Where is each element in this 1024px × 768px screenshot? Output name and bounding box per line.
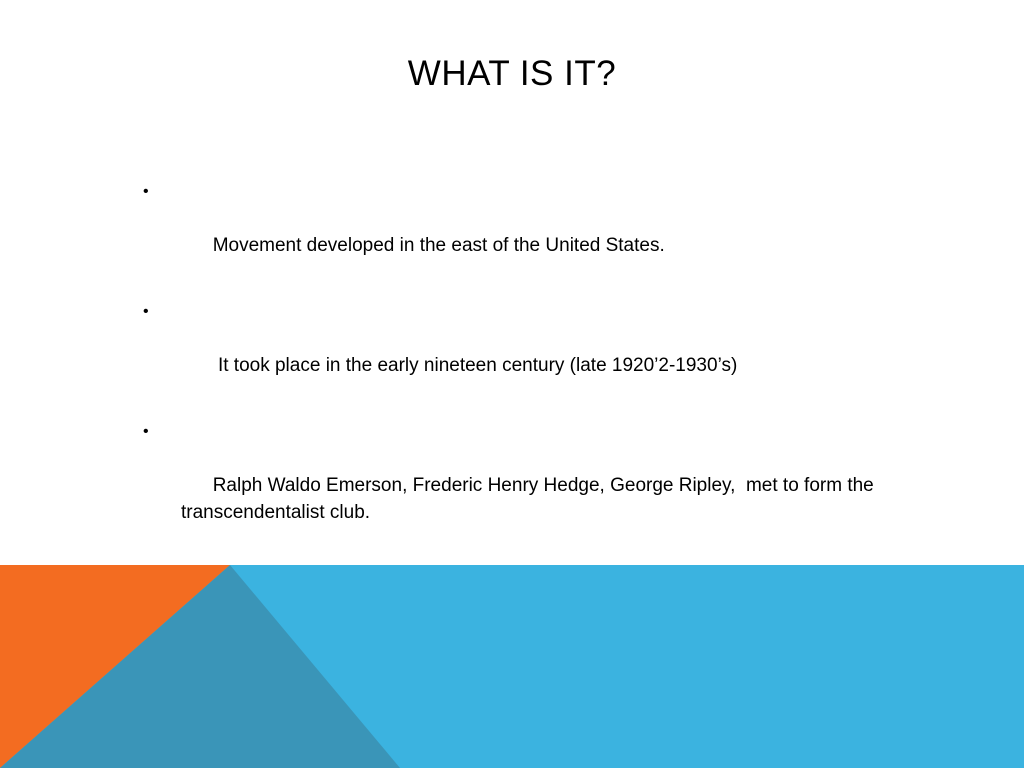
bullet-text: It took place in the early nineteen century (late 1920’2-1930’s)	[212, 355, 738, 376]
slide-title: WHAT IS IT?	[407, 54, 617, 93]
bullet-text: Ralph Waldo Emerson, Frederic Henry Hedge, George Ripley, met to form the transcendentalist club.	[181, 475, 880, 523]
footer-decoration	[0, 565, 1024, 768]
bullet-icon: •	[143, 183, 149, 200]
bullet-item	[140, 178, 940, 286]
bullet-item	[140, 418, 940, 553]
bullet-icon: •	[143, 303, 149, 320]
bullet-icon: •	[143, 423, 149, 440]
bullet-item	[140, 298, 940, 406]
bullet-text: Movement developed in the east of the United States.	[212, 235, 665, 256]
